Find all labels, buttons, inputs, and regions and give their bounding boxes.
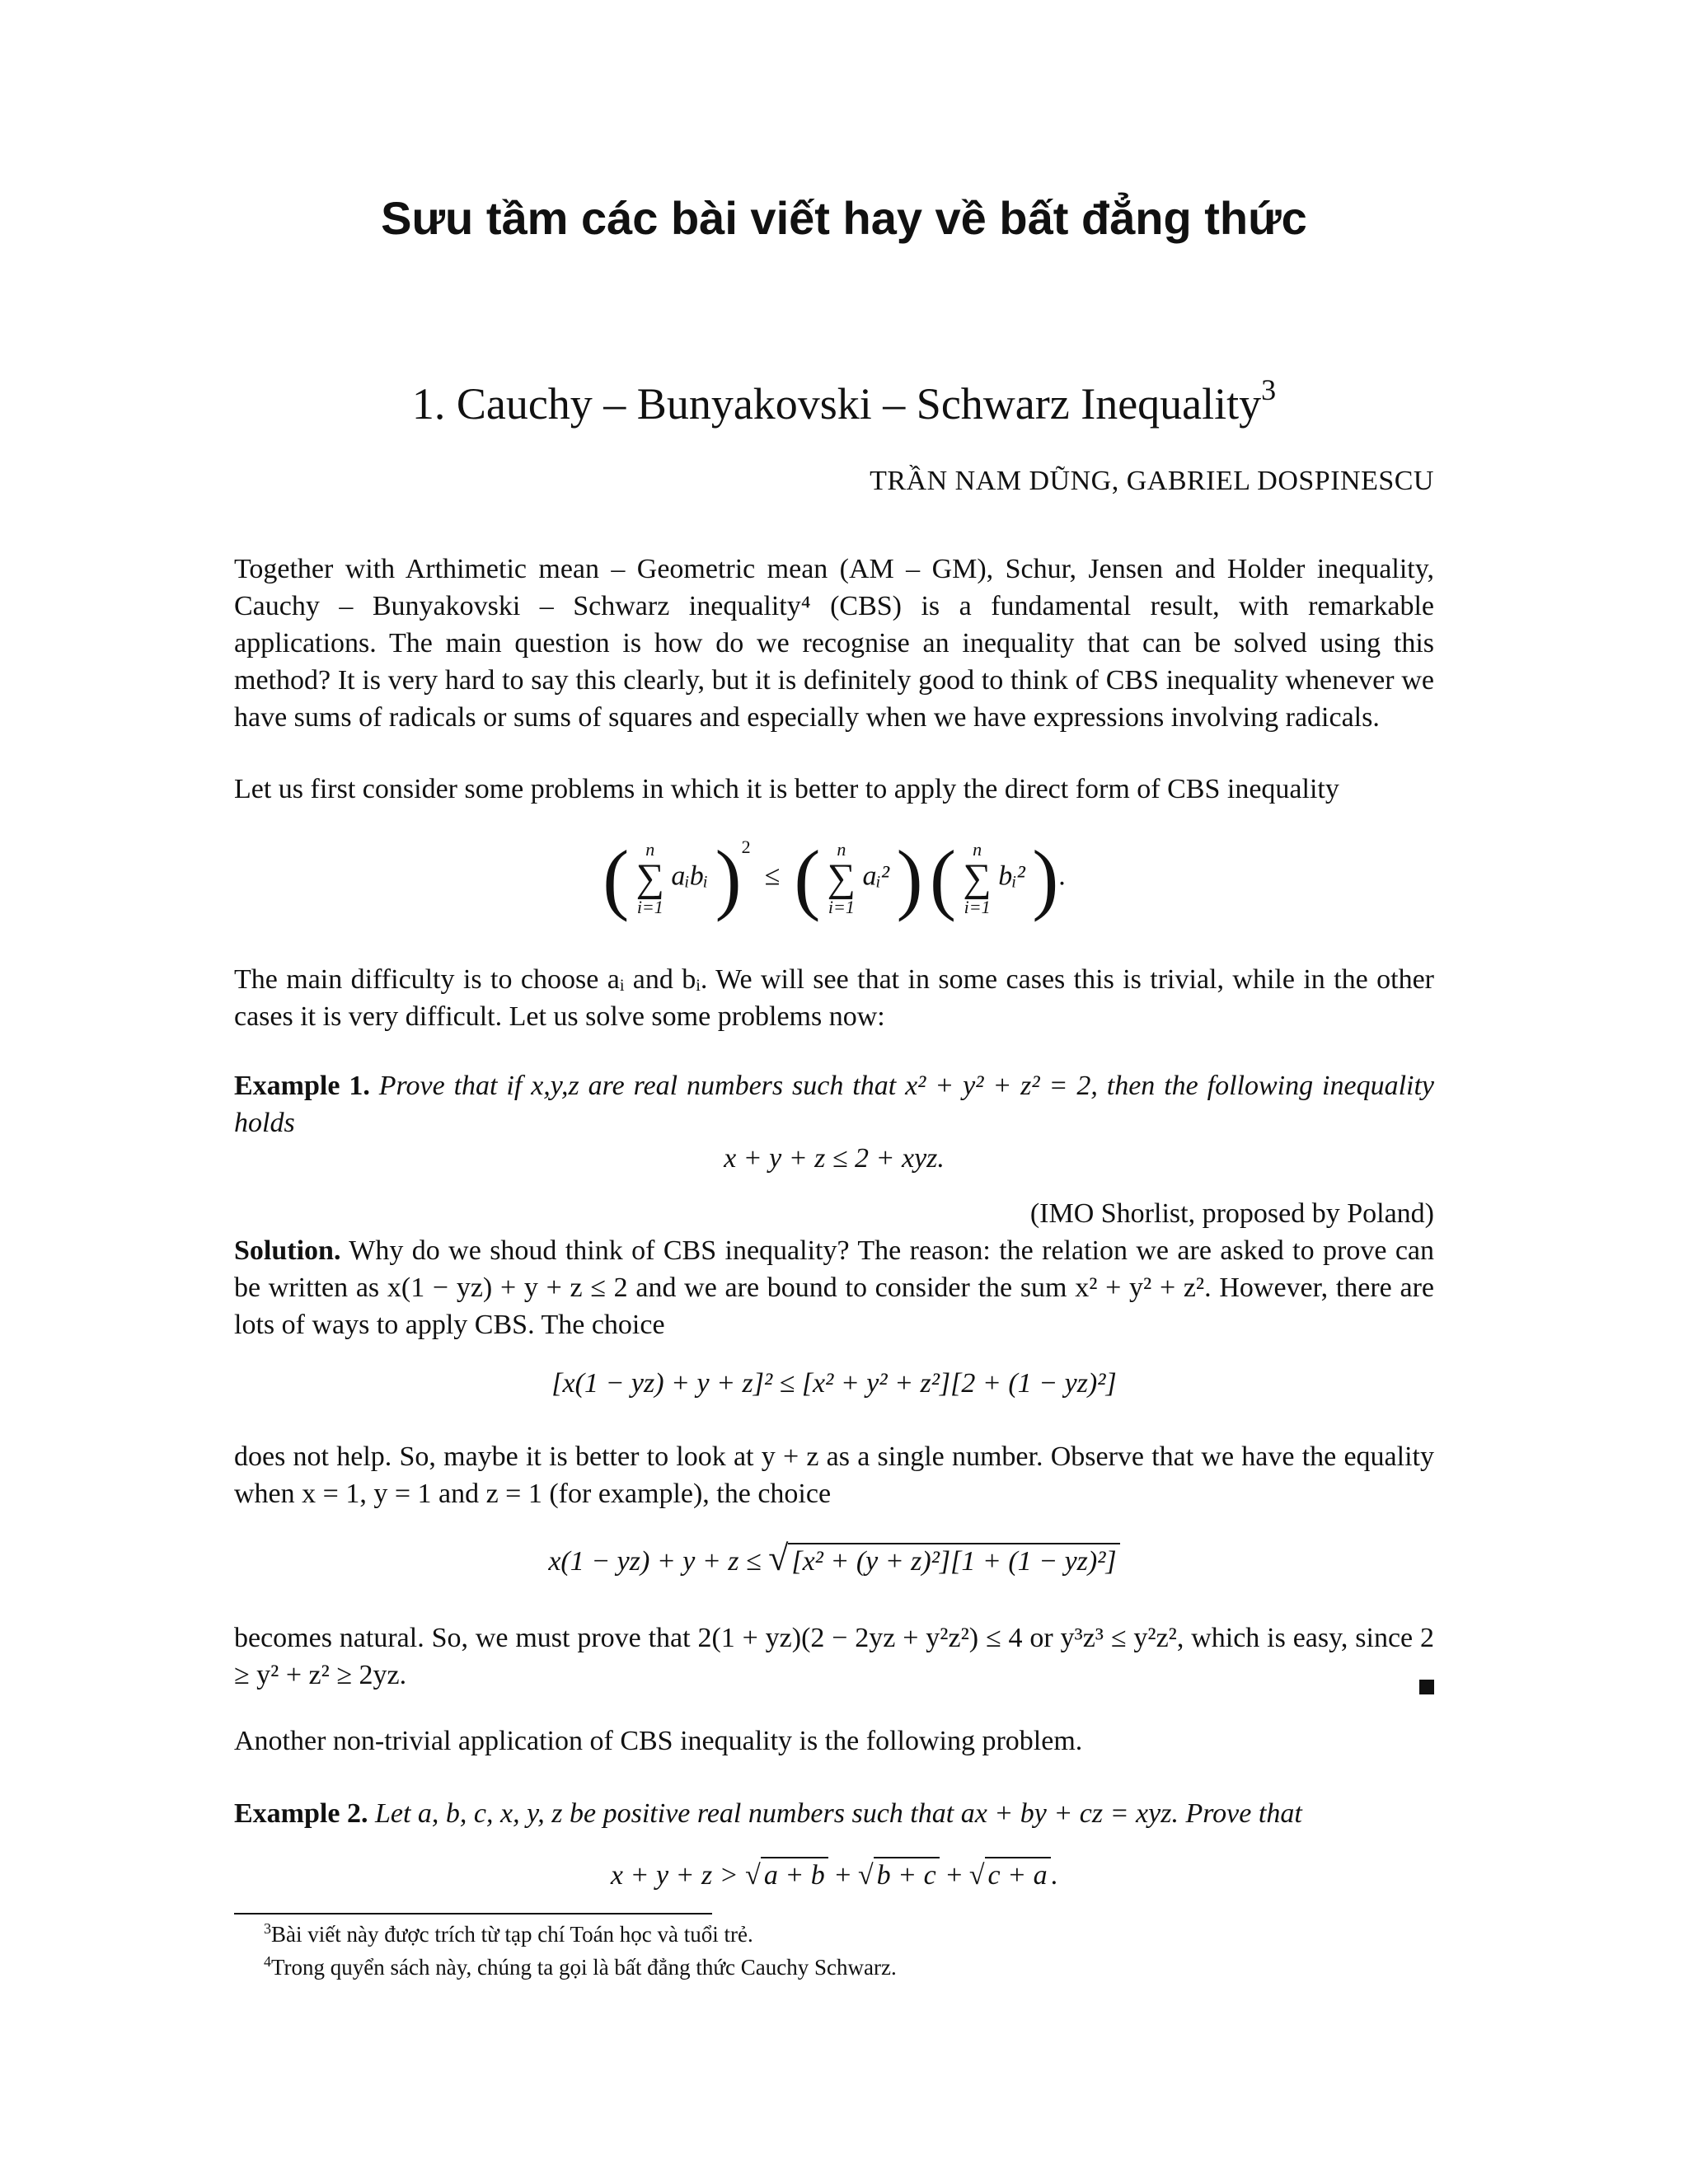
footnote-4: $^4$Trong quyển sách này, chúng ta gọi là bất đẳng thức Cauchy Schwarz. [264,1953,897,1980]
footnote-3: $^3$Bài viết này được trích từ tạp chí Toán học và tuổi trẻ. [264,1920,753,1947]
section-heading-text: 1. Cauchy – Bunyakovski – Schwarz Inequality [411,379,1262,429]
example-1 [234,1067,1434,1141]
solution-text: Why do we shoud think of CBS inequality? The reason: the relation we are asked to prove can be written as x(1 − yz) + y + z ≤ 2 and we are bound to consider the sum x² + y² + z². However, there are lots of ways to apply CBS. The choice [234,1235,1434,1340]
choice-formula: [x(1 − yz) + y + z]² ≤ [x² + y² + z²][2 + (1 − yz)²] [551,1368,1117,1399]
another-paragraph: Another non-trivial application of CBS inequality is the following problem. [234,1726,1083,1756]
example-2-formula: x + y + z > √ a + b + √ b + c + √ c + a . [234,1857,1434,1891]
document-title: Sưu tầm các bài viết hay về bất đẳng thức [381,192,1307,244]
difficulty-paragraph: The main difficulty is to choose aᵢ and bᵢ. We will see that in some cases this is trivial, while in the other cases it is very difficult. Let us solve some problems now: [234,964,1434,1032]
second-choice-formula: x(1 − yz) + y + z ≤ √ [x² + (y + z)²][1 + (1 − yz)²] [234,1537,1434,1579]
cbs-inequality-formula: ( n ∑ i=1 aᵢbᵢ )$^2$ ≤ ( n ∑ i=1 aᵢ² ) ( n ∑ i=1 bᵢ² ). [603,834,1066,922]
example-1-solution [234,1232,1434,1343]
example-2 [234,1795,1434,1832]
qed-square-icon [1419,1680,1434,1694]
sum-symbol: n ∑ i=1 [963,838,992,917]
intro-paragraph: Together with Arthimetic mean – Geometric mean (AM – GM), Schur, Jensen and Holder inequality, Cauchy – Bunyakovski – Schwarz inequality⁴ (CBS) is a fundamental result, with remarkable applications. The main question is how do we recognise an inequality that can be solved using this method? It is very hard to say this clearly, but it is definitely good to think of CBS inequality whenever we have sums of radicals or sums of squares and especially when we have expressions involving radicals. [234,554,1434,733]
direct-form-paragraph: Let us first consider some problems in which it is better to apply the direct form of CBS inequality [234,774,1339,804]
example-2-statement: Let a, b, c, x, y, z be positive real numbers such that ax + by + cz = xyz. Prove that [374,1798,1302,1829]
sqrt-sign: √ [768,1538,789,1578]
example-1-statement: Prove that if x,y,z are real numbers such that x² + y² + z² = 2, then the following inequality holds [234,1071,1435,1138]
cbs-rhs2-term: bᵢ² [998,860,1025,892]
example-1-formula: x + y + z ≤ 2 + xyz. [724,1143,945,1174]
sum-symbol: n ∑ i=1 [635,838,664,917]
example-1-label: Example 1. [234,1071,370,1101]
footnote-ref-3: 3 [1261,373,1277,406]
sum-symbol: n ∑ i=1 [827,838,856,917]
cbs-lhs-term: aᵢbᵢ [671,860,709,892]
cbs-rhs1-term: aᵢ² [862,860,890,892]
example-1-source: (IMO Shorlist, proposed by Poland) [1029,1198,1434,1229]
footnote-divider [234,1913,712,1915]
authors: TRẦN NAM DŨNG, GABRIEL DOSPINESCU [870,466,1434,496]
solution-label: Solution. [234,1235,341,1266]
section-heading [0,373,1688,429]
example-2-label: Example 2. [234,1798,368,1829]
after-choice-paragraph: does not help. So, maybe it is better to look at y + z as a single number. Observe that we have the equality when x = 1, y = 1 and z = 1 (for example), the choice [234,1441,1434,1509]
conclusion-paragraph: becomes natural. So, we must prove that 2(1 + yz)(2 − 2yz + y²z²) ≤ 4 or y³z³ ≤ y²z², which is easy, since 2 ≥ y² + z² ≥ 2yz. [234,1619,1434,1704]
radicand: [x² + (y + z)²][1 + (1 − yz)²] [788,1543,1119,1577]
